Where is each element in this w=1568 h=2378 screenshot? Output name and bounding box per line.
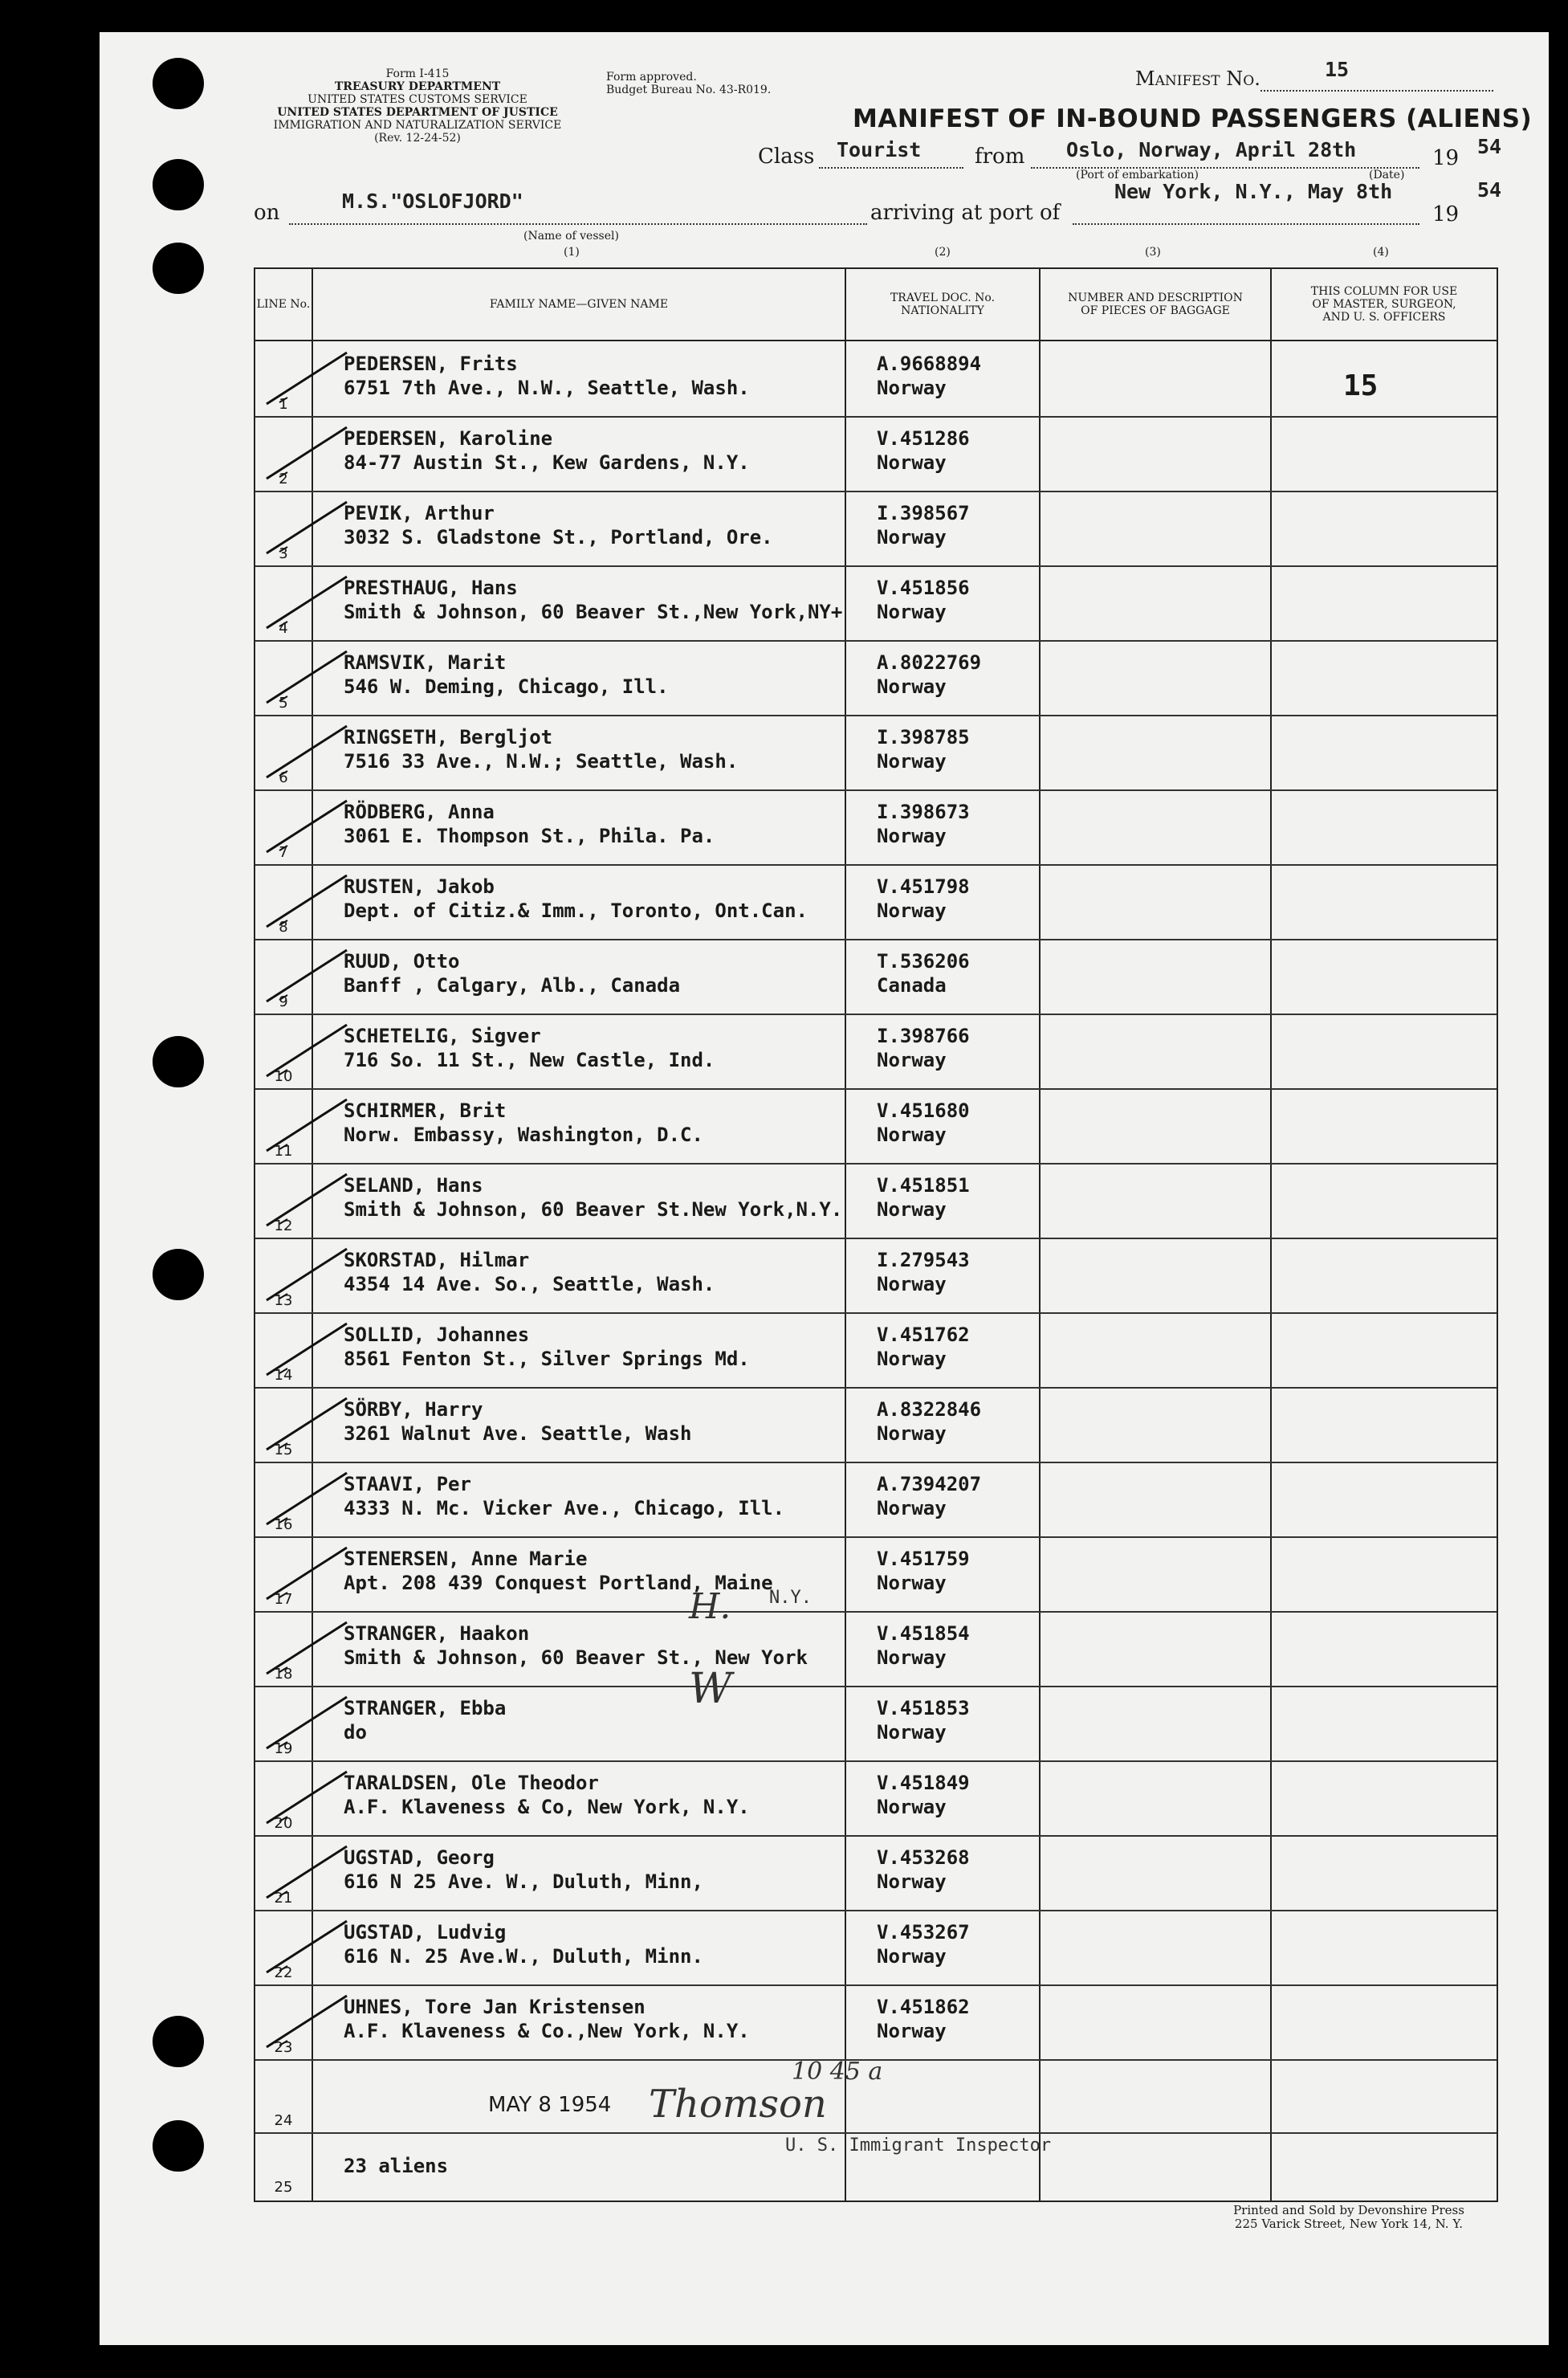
binder-hole-5 <box>153 1249 204 1300</box>
arrive-year: 54 <box>1477 178 1502 202</box>
binder-hole-7 <box>153 2120 204 2172</box>
table-row <box>255 1760 1497 1837</box>
passenger-address: Smith & Johnson, 60 Beaver St.New York,N.Y. <box>344 1198 843 1221</box>
passenger-address: Smith & Johnson, 60 Beaver St.,New York,NY+ <box>344 601 843 623</box>
depart-year: 54 <box>1477 135 1502 158</box>
travel-doc-number: I.398673 <box>877 801 970 823</box>
table-row-25 <box>255 2132 1497 2199</box>
passenger-name: SELAND, Hans <box>344 1174 483 1197</box>
manifest-title: MANIFEST OF IN-BOUND PASSENGERS (ALIENS) <box>853 104 1533 133</box>
nationality: Norway <box>877 1721 947 1744</box>
passenger-name: TARALDSEN, Ole Theodor <box>344 1772 599 1794</box>
nationality: Norway <box>877 526 947 549</box>
passenger-name: RAMSVIK, Marit <box>344 651 507 674</box>
nationality: Norway <box>877 825 947 847</box>
passenger-name: UGSTAD, Ludvig <box>344 1921 507 1944</box>
budget-bureau: Budget Bureau No. 43-R019. <box>606 84 772 96</box>
handwritten-note-ny: N.Y. <box>769 1588 812 1608</box>
passenger-address: 6751 7th Ave., N.W., Seattle, Wash. <box>344 377 750 399</box>
stamp-date: MAY 8 1954 <box>488 2093 612 2117</box>
table-row <box>255 565 1497 642</box>
table-row <box>255 416 1497 492</box>
passenger-name: UGSTAD, Georg <box>344 1846 495 1869</box>
table-row <box>255 864 1497 940</box>
line-number: 15 <box>274 1442 293 1458</box>
binder-hole-1 <box>153 58 204 109</box>
header-officers: THIS COLUMN FOR USE OF MASTER, SURGEON, AND U. S. OFFICERS <box>1310 285 1458 324</box>
line-number: 7 <box>279 844 288 861</box>
travel-doc-number: V.451862 <box>877 1996 970 2018</box>
line-number: 16 <box>274 1516 293 1533</box>
travel-doc-number: V.451680 <box>877 1099 970 1122</box>
travel-doc-number: I.398567 <box>877 502 970 524</box>
line-number: 6 <box>279 769 288 786</box>
justice-dept: UNITED STATES DEPARTMENT OF JUSTICE <box>277 106 558 119</box>
line-number: 12 <box>274 1218 293 1234</box>
line-number: 3 <box>279 545 288 562</box>
line-number: 10 <box>274 1068 293 1085</box>
vessel-name-label: (Name of vessel) <box>523 230 619 243</box>
passenger-address: 546 W. Deming, Chicago, Ill. <box>344 675 669 698</box>
nationality: Norway <box>877 1870 947 1893</box>
travel-doc-number: V.451849 <box>877 1772 970 1794</box>
passenger-name: STAAVI, Per <box>344 1473 471 1495</box>
travel-doc-number: V.451762 <box>877 1324 970 1346</box>
travel-doc-number: A.7394207 <box>877 1473 982 1495</box>
depart-year-prefix: 19 <box>1432 146 1460 170</box>
passenger-address: 84-77 Austin St., Kew Gardens, N.Y. <box>344 451 750 474</box>
passenger-name: PEDERSEN, Frits <box>344 353 518 375</box>
binder-hole-4 <box>153 1036 204 1087</box>
passenger-address: Apt. 208 439 Conquest Portland, Maine <box>344 1572 773 1594</box>
header-travel-doc: TRAVEL DOC. No. NATIONALITY <box>890 292 996 317</box>
travel-doc-number: V.453267 <box>877 1921 970 1944</box>
table-row <box>255 1686 1497 1762</box>
passenger-address: 4354 14 Ave. So., Seattle, Wash. <box>344 1273 715 1295</box>
travel-doc-number: V.451286 <box>877 427 970 450</box>
table-row <box>255 1238 1497 1314</box>
table-row <box>255 1312 1497 1389</box>
passenger-address: 8561 Fenton St., Silver Springs Md. <box>344 1348 750 1370</box>
passenger-address: Dept. of Citiz.& Imm., Toronto, Ont.Can. <box>344 899 808 922</box>
nationality: Norway <box>877 1422 947 1445</box>
table-row <box>255 1611 1497 1687</box>
line-number: 19 <box>274 1740 293 1757</box>
line-number: 22 <box>274 1964 293 1981</box>
line-number: 9 <box>279 993 288 1010</box>
travel-doc-number: V.453268 <box>877 1846 970 1869</box>
travel-doc-number: I.279543 <box>877 1249 970 1271</box>
form-header-left <box>249 67 586 145</box>
passenger-address: 716 So. 11 St., New Castle, Ind. <box>344 1049 715 1071</box>
passenger-address: 616 N 25 Ave. W., Duluth, Minn, <box>344 1870 703 1893</box>
inspector-signature: Thomson <box>649 2082 827 2127</box>
nationality: Norway <box>877 899 947 922</box>
manifest-no-label: Manifest No. <box>1135 67 1261 90</box>
col-num-1: (1) <box>564 246 580 259</box>
official-use-value: 15 <box>1343 369 1379 402</box>
table-row <box>255 1984 1497 2061</box>
line-number: 23 <box>274 2039 293 2056</box>
nationality: Norway <box>877 377 947 399</box>
travel-doc-number: T.536206 <box>877 950 970 973</box>
table-row <box>255 1014 1497 1090</box>
passenger-address: 3061 E. Thompson St., Phila. Pa. <box>344 825 715 847</box>
nationality: Norway <box>877 675 947 698</box>
passenger-table <box>254 267 1498 2202</box>
passenger-address: A.F. Klaveness & Co, New York, N.Y. <box>344 1796 750 1818</box>
nationality: Norway <box>877 1198 947 1221</box>
nationality: Norway <box>877 1646 947 1669</box>
travel-doc-number: V.451853 <box>877 1697 970 1719</box>
line-number: 20 <box>274 1815 293 1832</box>
arriving-label: arriving at port of <box>870 201 1061 225</box>
class-label: Class <box>758 145 815 169</box>
passenger-name: STRANGER, Ebba <box>344 1697 507 1719</box>
passenger-name: PRESTHAUG, Hans <box>344 577 518 599</box>
nationality: Norway <box>877 1348 947 1370</box>
line-number: 21 <box>274 1890 293 1907</box>
line-number: 2 <box>279 471 288 487</box>
nationality: Norway <box>877 1796 947 1818</box>
table-row <box>255 939 1497 1015</box>
passenger-name: RUSTEN, Jakob <box>344 875 495 898</box>
form-approved: Form approved. <box>606 71 697 84</box>
table-row <box>255 640 1497 716</box>
passenger-name: RINGSETH, Bergljot <box>344 726 553 748</box>
printer-line1: Printed and Sold by Devonshire Press <box>1233 2203 1464 2217</box>
nationality: Norway <box>877 1572 947 1594</box>
binder-hole-3 <box>153 243 204 294</box>
passenger-address: 616 N. 25 Ave.W., Duluth, Minn. <box>344 1945 703 1968</box>
passenger-name: RUUD, Otto <box>344 950 460 973</box>
class-line <box>819 167 963 169</box>
printer-footer <box>1204 2204 1493 2231</box>
customs-service: UNITED STATES CUSTOMS SERVICE <box>307 93 527 106</box>
passenger-name: RÖDBERG, Anna <box>344 801 495 823</box>
header-line-no: LINE No. <box>256 298 311 311</box>
line-number: 5 <box>279 695 288 712</box>
table-row <box>255 1536 1497 1613</box>
line-number: 11 <box>274 1143 293 1160</box>
table-row <box>255 341 1497 418</box>
nationality: Norway <box>877 1273 947 1295</box>
col-num-3: (3) <box>1145 246 1161 259</box>
table-row <box>255 1088 1497 1165</box>
header-baggage: NUMBER AND DESCRIPTION OF PIECES OF BAGGAGE <box>1068 292 1243 317</box>
table-row <box>255 1163 1497 1239</box>
passenger-address: Smith & Johnson, 60 Beaver St., New York <box>344 1646 808 1669</box>
table-row <box>255 1835 1497 1911</box>
printer-line2: 225 Varick Street, New York 14, N. Y. <box>1234 2217 1464 2231</box>
line-number: 24 <box>274 2112 293 2129</box>
travel-doc-number: V.451854 <box>877 1622 970 1645</box>
travel-doc-number: A.8322846 <box>877 1398 982 1421</box>
from-value: Oslo, Norway, April 28th <box>1066 138 1357 161</box>
from-label: from <box>975 145 1025 169</box>
passenger-address: 7516 33 Ave., N.W.; Seattle, Wash. <box>344 750 739 773</box>
table-row <box>255 1910 1497 1986</box>
travel-doc-number: V.451856 <box>877 577 970 599</box>
binder-hole-6 <box>153 2016 204 2067</box>
treasury-dept: TREASURY DEPARTMENT <box>334 80 501 93</box>
binder-hole-2 <box>153 159 204 210</box>
table-row <box>255 491 1497 567</box>
nationality: Norway <box>877 451 947 474</box>
line-number: 18 <box>274 1666 293 1683</box>
table-header <box>255 269 1497 341</box>
passenger-name: SCHIRMER, Brit <box>344 1099 507 1122</box>
line-number: 4 <box>279 620 288 637</box>
arrival-line <box>1073 223 1419 225</box>
col-num-4: (4) <box>1373 246 1389 259</box>
form-rev: (Rev. 12-24-52) <box>374 132 461 145</box>
passenger-address: 3261 Walnut Ave. Seattle, Wash <box>344 1422 692 1445</box>
manifest-no-line <box>1261 90 1493 92</box>
travel-doc-number: V.451759 <box>877 1548 970 1570</box>
port-embark-label: (Port of embarkation) <box>1076 169 1199 182</box>
table-row <box>255 715 1497 791</box>
table-row <box>255 789 1497 866</box>
travel-doc-number: V.451798 <box>877 875 970 898</box>
col-num-2: (2) <box>935 246 951 259</box>
passenger-name: SKORSTAD, Hilmar <box>344 1249 530 1271</box>
line-number: 13 <box>274 1292 293 1309</box>
passenger-address: 4333 N. Mc. Vicker Ave., Chicago, Ill. <box>344 1497 785 1519</box>
class-value: Tourist <box>837 138 922 161</box>
nationality: Norway <box>877 601 947 623</box>
inspector-title: U. S. Immigrant Inspector <box>785 2135 1052 2156</box>
passenger-name: SCHETELIG, Sigver <box>344 1025 541 1047</box>
passenger-address: Norw. Embassy, Washington, D.C. <box>344 1124 703 1146</box>
passenger-address: A.F. Klaveness & Co.,New York, N.Y. <box>344 2020 750 2042</box>
form-approval <box>606 71 771 96</box>
manifest-no-value: 15 <box>1325 58 1350 81</box>
passenger-name: STRANGER, Haakon <box>344 1622 530 1645</box>
ins-service: IMMIGRATION AND NATURALIZATION SERVICE <box>273 119 562 132</box>
date-label: (Date) <box>1369 169 1405 182</box>
travel-doc-number: I.398785 <box>877 726 970 748</box>
handwritten-note-w: W <box>689 1665 732 1713</box>
passenger-name: UHNES, Tore Jan Kristensen <box>344 1996 646 2018</box>
travel-doc-number: A.9668894 <box>877 353 982 375</box>
total-aliens: 23 aliens <box>344 2155 449 2177</box>
table-row <box>255 1462 1497 1538</box>
passenger-address: Banff , Calgary, Alb., Canada <box>344 974 681 997</box>
table-row <box>255 1387 1497 1463</box>
nationality: Norway <box>877 1049 947 1071</box>
travel-doc-number: I.398766 <box>877 1025 970 1047</box>
header-name: FAMILY NAME—GIVEN NAME <box>489 298 669 311</box>
line-number: 1 <box>279 396 288 413</box>
passenger-name: STENERSEN, Anne Marie <box>344 1548 588 1570</box>
passenger-name: SOLLID, Johannes <box>344 1324 530 1346</box>
table-row-24 <box>255 2058 1497 2134</box>
vessel-name: M.S."OSLOFJORD" <box>342 190 523 213</box>
line-number: 25 <box>274 2179 293 2196</box>
passenger-name: PEDERSEN, Karoline <box>344 427 553 450</box>
nationality: Norway <box>877 750 947 773</box>
arrival-port-value: New York, N.Y., May 8th <box>1114 180 1393 203</box>
line-number: 14 <box>274 1367 293 1384</box>
nationality: Canada <box>877 974 947 997</box>
passenger-name: SÖRBY, Harry <box>344 1398 483 1421</box>
nationality: Norway <box>877 1124 947 1146</box>
handwritten-note-h: H. <box>689 1586 731 1627</box>
travel-doc-number: V.451851 <box>877 1174 970 1197</box>
form-number: Form I-415 <box>385 67 450 80</box>
nationality: Norway <box>877 1497 947 1519</box>
nationality: Norway <box>877 1945 947 1968</box>
line-number: 8 <box>279 919 288 936</box>
line-number: 17 <box>274 1591 293 1608</box>
arrive-year-prefix: 19 <box>1432 202 1460 226</box>
passenger-name: PEVIK, Arthur <box>344 502 495 524</box>
travel-doc-number: A.8022769 <box>877 651 982 674</box>
time-note: 10 45 a <box>792 2058 883 2086</box>
passenger-address: 3032 S. Gladstone St., Portland, Ore. <box>344 526 773 549</box>
vessel-line <box>289 223 867 225</box>
nationality: Norway <box>877 2020 947 2042</box>
passenger-address: do <box>344 1721 367 1744</box>
on-label: on <box>254 201 280 225</box>
